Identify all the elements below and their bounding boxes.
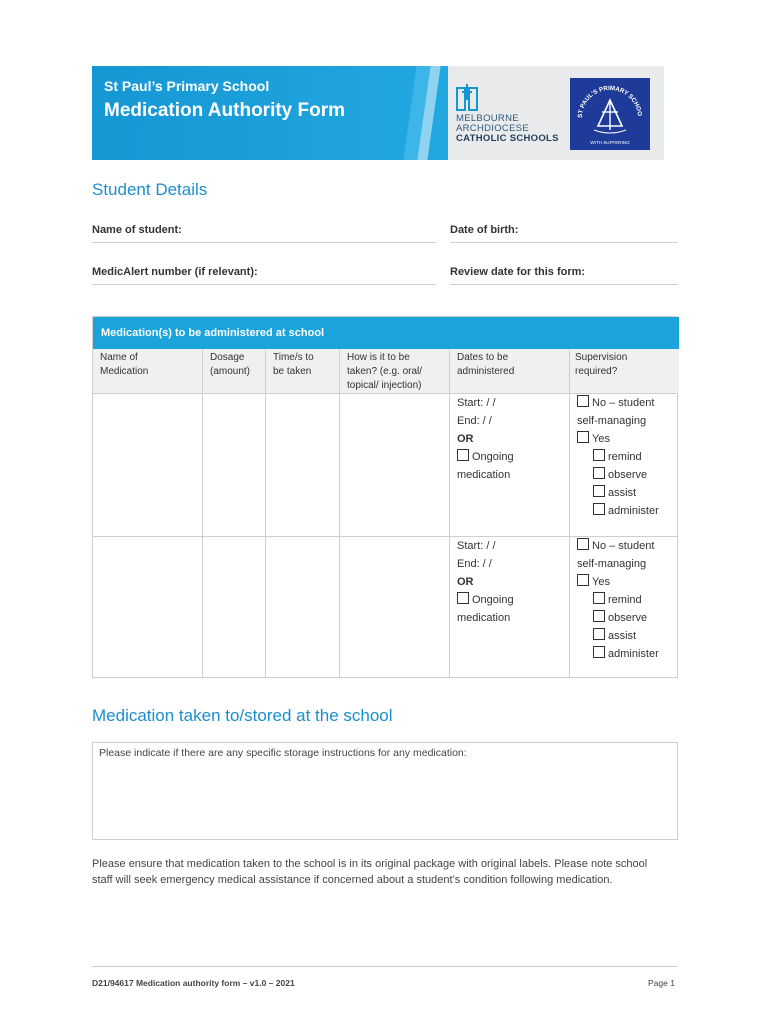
name-field-line[interactable] <box>92 242 436 243</box>
dosage-cell[interactable] <box>204 396 263 534</box>
medication-note: Please ensure that medication taken to the school is in its original package with original labels. Please note school staff will seek emergency medical assistance if concerned about a student’s condition following medication. <box>92 858 648 886</box>
checkbox-icon[interactable] <box>593 449 605 461</box>
checkbox-icon[interactable] <box>577 431 589 443</box>
col-header-name: Name of Medication <box>100 352 149 377</box>
table-header-bar <box>93 317 679 349</box>
checkbox-icon[interactable] <box>457 592 469 604</box>
column-header-row <box>93 349 679 393</box>
times-cell[interactable] <box>267 539 337 676</box>
review-date-field-line[interactable] <box>450 284 678 285</box>
table-row <box>93 394 677 536</box>
col-header-dates: Dates to be administered <box>457 352 515 377</box>
administer-checkbox[interactable]: administer <box>577 502 659 520</box>
ongoing-label: medication <box>457 469 511 481</box>
start-date-field[interactable]: Start: / / <box>457 397 496 409</box>
student-details-heading: Student Details <box>92 180 208 199</box>
name-of-student-label: Name of student: <box>92 224 182 236</box>
checkbox-icon[interactable] <box>593 646 605 658</box>
table-row <box>93 537 677 678</box>
how-taken-cell[interactable] <box>341 396 447 534</box>
assist-checkbox[interactable]: assist <box>577 627 659 645</box>
checkbox-icon[interactable] <box>593 610 605 622</box>
school-name: St Paul’s Primary School <box>104 78 270 94</box>
review-date-label: Review date for this form: <box>450 266 586 278</box>
no-student-checkbox[interactable]: No – student <box>577 537 659 555</box>
header-banner <box>92 66 664 160</box>
checkbox-icon[interactable] <box>593 628 605 640</box>
medicalert-field-line[interactable] <box>92 284 436 285</box>
start-date-field[interactable]: Start: / / <box>457 540 496 552</box>
col-header-supervision: Supervision required? <box>575 352 628 377</box>
no-student-checkbox[interactable]: No – student <box>577 394 659 412</box>
observe-checkbox[interactable]: observe <box>577 609 659 627</box>
dates-cell <box>457 537 514 627</box>
mac-logo-icon <box>456 84 478 112</box>
checkbox-icon[interactable] <box>577 574 589 586</box>
ongoing-checkbox[interactable]: Ongoing <box>457 448 514 466</box>
date-of-birth-label: Date of birth: <box>450 224 519 236</box>
mac-logo-text: MELBOURNE ARCHDIOCESE CATHOLIC SCHOOLS <box>456 113 559 144</box>
end-date-field[interactable]: End: / / <box>457 558 492 570</box>
times-cell[interactable] <box>267 396 337 534</box>
col-header-times: Time/s to be taken <box>273 352 314 377</box>
self-managing-label: self-managing <box>577 415 647 427</box>
yes-checkbox[interactable]: Yes <box>577 430 659 448</box>
or-label: OR <box>457 433 474 445</box>
checkbox-icon[interactable] <box>577 538 589 550</box>
checkbox-icon[interactable] <box>593 592 605 604</box>
checkbox-icon[interactable] <box>593 503 605 515</box>
col-header-dosage: Dosage (amount) <box>210 352 251 377</box>
footer-document-id: D21/94617 Medication authority form – v1.0 – 2021 <box>92 978 295 988</box>
assist-checkbox[interactable]: assist <box>577 484 659 502</box>
yes-checkbox[interactable]: Yes <box>577 573 659 591</box>
medication-table <box>92 316 678 678</box>
storage-prompt: Please indicate if there are any specific storage instructions for any medication: <box>99 747 467 759</box>
remind-checkbox[interactable]: remind <box>577 448 659 466</box>
medicalert-number-label: MedicAlert number (if relevant): <box>92 266 258 278</box>
ongoing-label: medication <box>457 612 511 624</box>
table-heading: Medication(s) to be administered at school <box>101 327 325 339</box>
checkbox-icon[interactable] <box>593 467 605 479</box>
svg-text:ST PAUL'S PRIMARY SCHOOL: ST PAUL'S PRIMARY SCHOO <box>576 84 643 119</box>
footer-divider <box>92 966 678 967</box>
how-taken-cell[interactable] <box>341 539 447 676</box>
storage-heading: Medication taken to/stored at the school <box>92 706 393 725</box>
storage-instructions-field[interactable] <box>92 742 678 840</box>
col-header-how: How is it to be taken? (e.g. oral/ topical/ injection) <box>347 352 423 391</box>
remind-checkbox[interactable]: remind <box>577 591 659 609</box>
observe-checkbox[interactable]: observe <box>577 466 659 484</box>
dosage-cell[interactable] <box>204 539 263 676</box>
checkbox-icon[interactable] <box>457 449 469 461</box>
page-number: Page 1 <box>648 978 675 988</box>
page-title: Medication Authority Form <box>104 100 346 121</box>
school-crest-icon <box>570 78 650 150</box>
administer-checkbox[interactable]: administer <box>577 645 659 663</box>
supervision-cell <box>577 537 659 663</box>
medication-name-cell[interactable] <box>95 539 200 676</box>
self-managing-label: self-managing <box>577 558 647 570</box>
checkbox-icon[interactable] <box>577 395 589 407</box>
ongoing-checkbox[interactable]: Ongoing <box>457 591 514 609</box>
svg-text:WITH SUFFERING: WITH SUFFERING <box>590 140 630 145</box>
dates-cell <box>457 394 514 484</box>
end-date-field[interactable]: End: / / <box>457 415 492 427</box>
supervision-cell <box>577 394 659 520</box>
checkbox-icon[interactable] <box>593 485 605 497</box>
medication-name-cell[interactable] <box>95 396 200 534</box>
or-label: OR <box>457 576 474 588</box>
dob-field-line[interactable] <box>450 242 678 243</box>
